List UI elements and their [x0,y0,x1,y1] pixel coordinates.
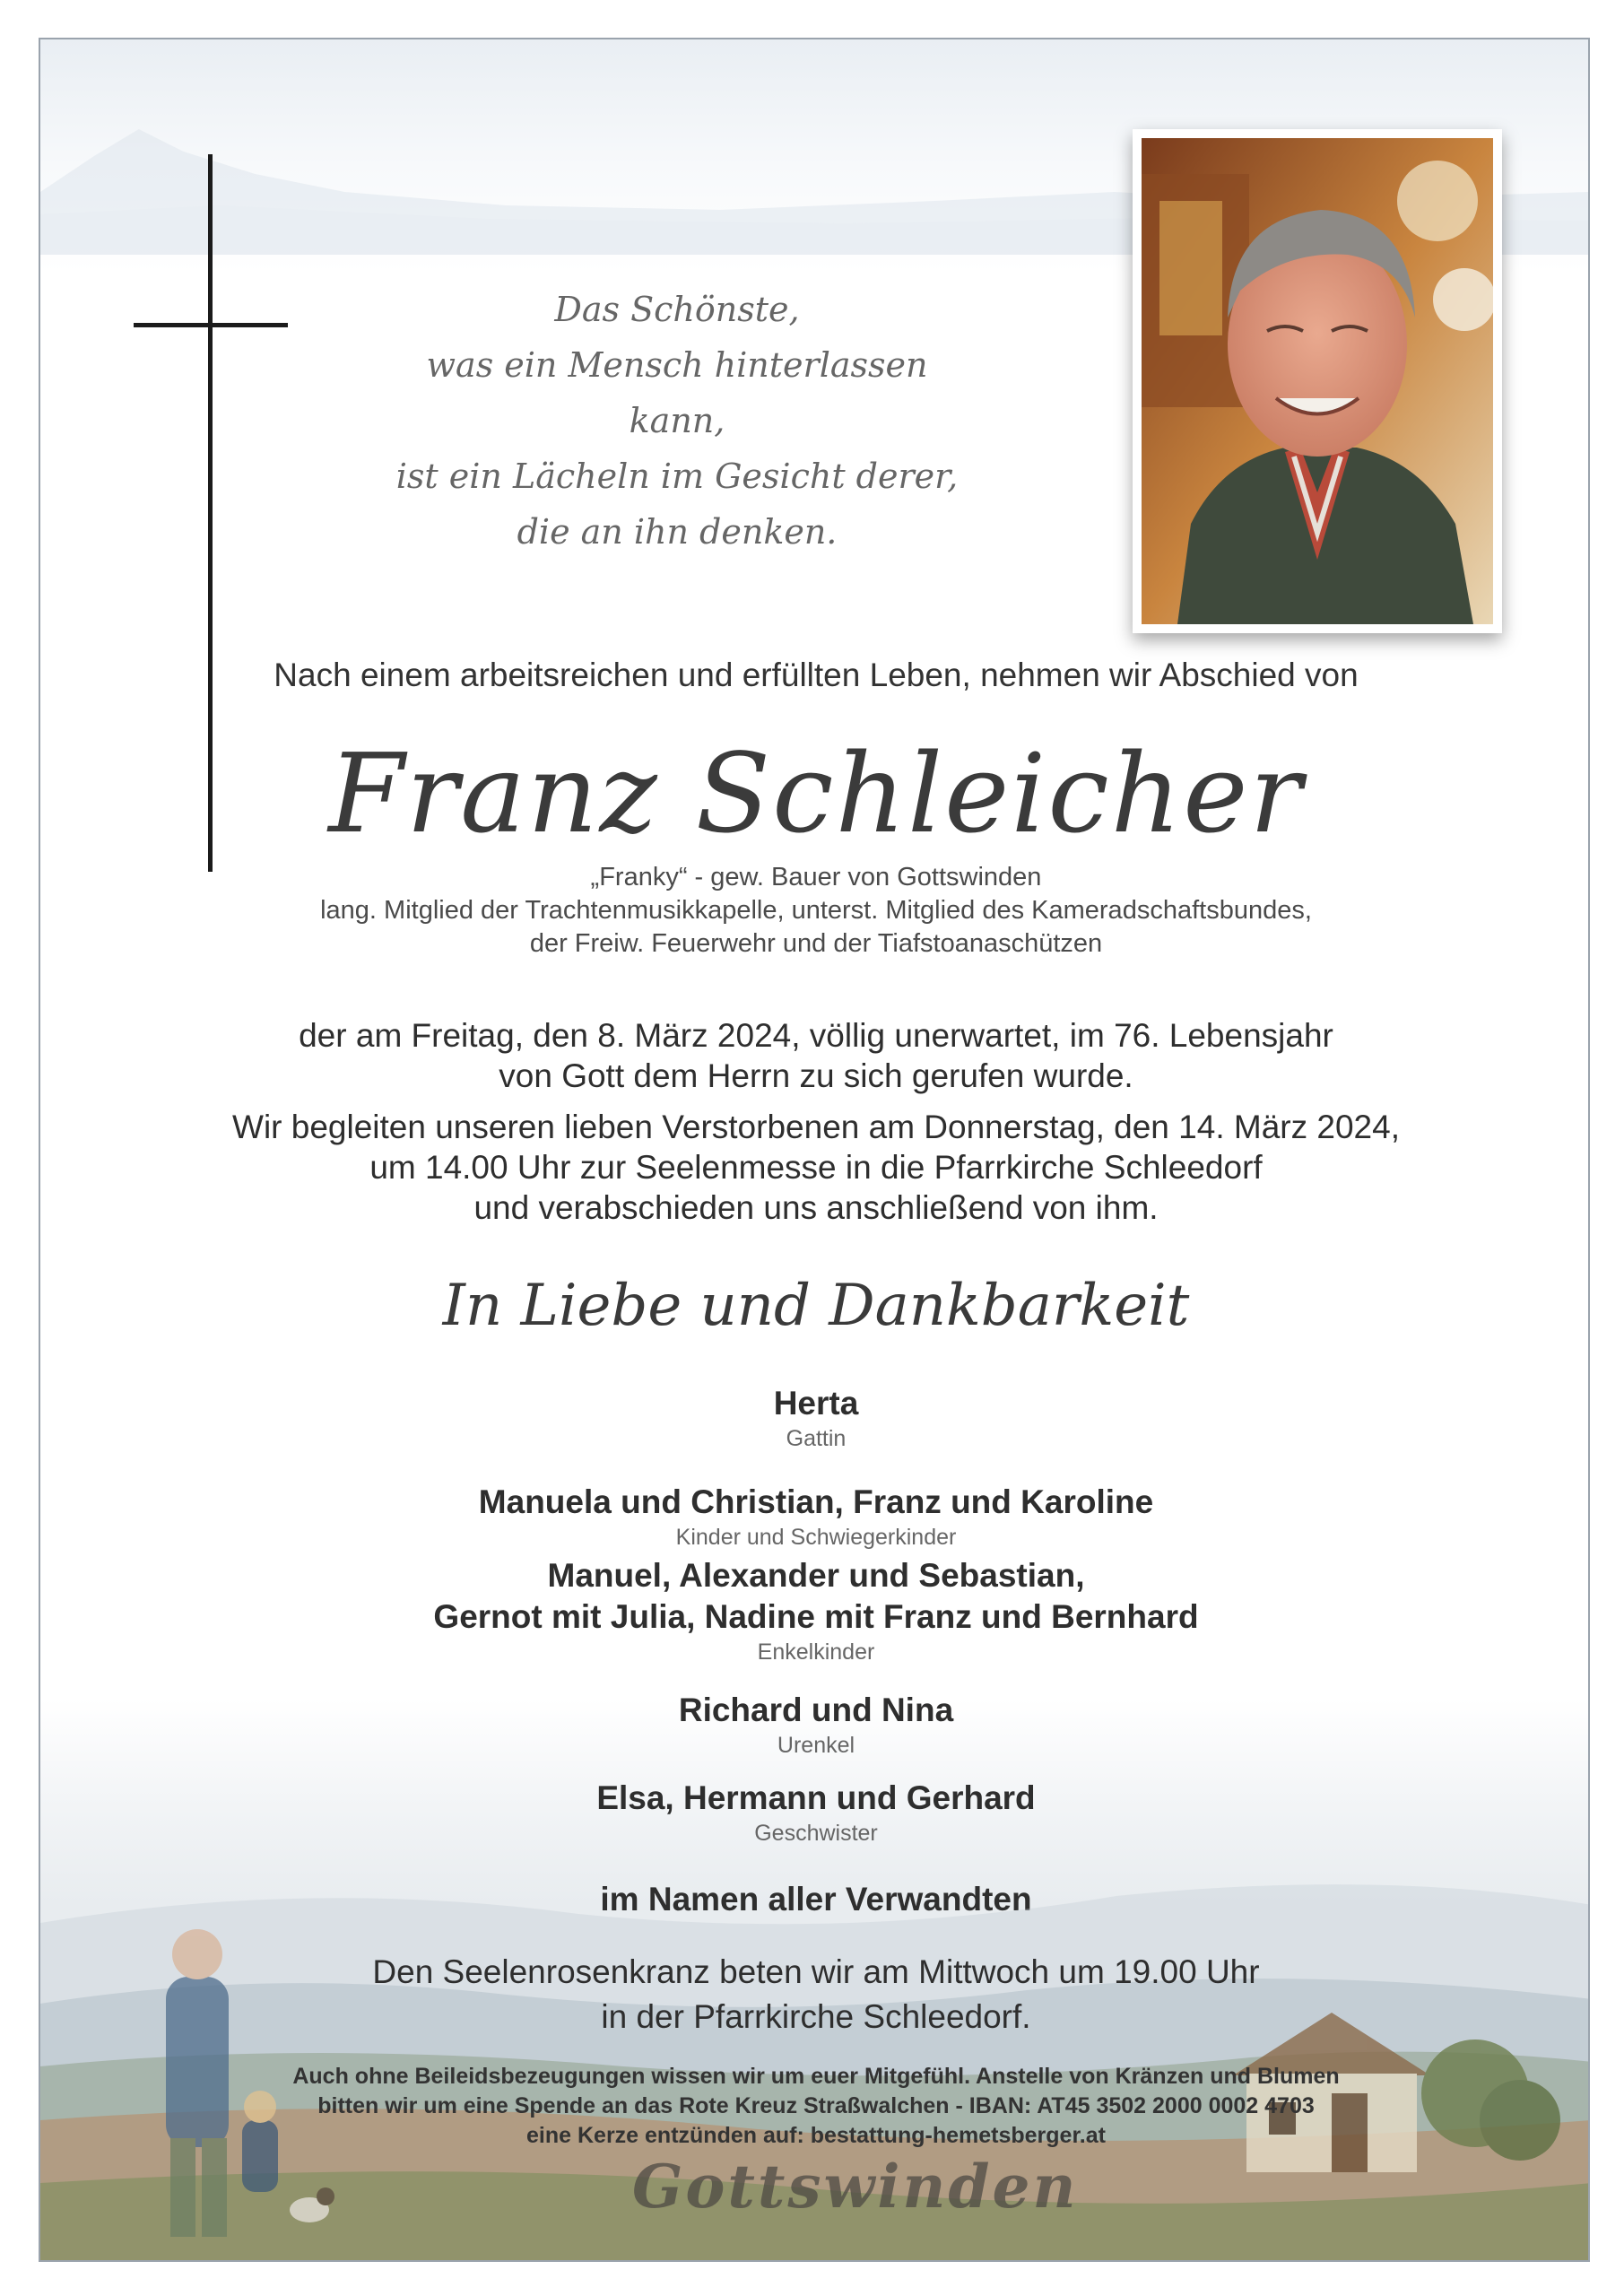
deceased-name: Franz Schleicher [328,730,1304,857]
mourner-names: Elsa, Hermann und Gerhard [596,1779,1036,1816]
mourner-names: Herta [773,1385,859,1422]
obituary-card [39,38,1590,2262]
rosary-line: in der Pfarrkirche Schleedorf. [601,1998,1031,2035]
intro-text: Nach einem arbeitsreichen und erfüllten Leben, nehmen wir Abschied von [274,657,1359,693]
detail-line: lang. Mitglied der Trachtenmusikkapelle, unterst. Mitglied des Kameradschaftsbundes, [320,896,1312,925]
funeral-notice [40,1107,1590,1228]
death-line: der am Freitag, den 8. März 2024, völlig unerwartet, im 76. Lebensjahr [299,1017,1333,1054]
donation-line: bitten wir um eine Spende an das Rote Kreuz Straßwalchen - IBAN: AT45 3502 2000 0002 4703 [317,2093,1315,2118]
rosary-notice [40,1950,1590,2039]
mourner-role: Gattin [786,1426,847,1451]
closing-heading: In Liebe und Dankbarkeit [442,1273,1190,1339]
mourner-group [40,1555,1590,1666]
mourner-role: Kinder und Schwiegerkinder [675,1525,957,1550]
detail-line: der Freiw. Feuerwehr und der Tiafstoanaschützen [529,929,1103,958]
mourner-names: Gernot mit Julia, Nadine mit Franz und Bernhard [433,1598,1199,1635]
quote-line: ist ein Lächeln im Gesicht derer, [395,457,959,496]
mourner-names: Manuela und Christian, Franz und Karoline [478,1483,1154,1520]
mourner-role: Geschwister [754,1821,878,1846]
mourner-names: Manuel, Alexander und Sebastian, [547,1557,1085,1594]
deceased-details [40,861,1590,961]
funeral-line: und verabschieden uns anschließend von ihm. [473,1189,1159,1226]
funeral-line: Wir begleiten unseren lieben Verstorbenen am Donnerstag, den 14. März 2024, [232,1109,1400,1145]
funeral-line: um 14.00 Uhr zur Seelenmesse in die Pfarrkirche Schleedorf [369,1149,1263,1186]
quote-line: was ein Mensch hinterlassen kann, [426,345,928,440]
detail-line: „Franky“ - gew. Bauer von Gottswinden [590,863,1042,891]
memorial-quote [381,282,973,560]
death-line: von Gott dem Herrn zu sich gerufen wurde. [499,1057,1133,1094]
death-notice [40,1015,1590,1096]
mourner-role: Enkelkinder [757,1639,875,1665]
mourner-group [40,1383,1590,1453]
mourner-group [40,1690,1590,1760]
donation-line: Auch ohne Beileidsbezeugungen wissen wir um euer Mitgefühl. Anstelle von Kränzen und Blumen [292,2064,1340,2089]
rosary-line: Den Seelenrosenkranz beten wir am Mittwoch um 19.00 Uhr [372,1953,1260,1990]
all-relatives: im Namen aller Verwandten [600,1881,1032,1918]
donation-line: eine Kerze entzünden auf: bestattung-hemetsberger.at [526,2123,1106,2148]
portrait-photo [1133,129,1502,633]
mourner-group [40,1482,1590,1552]
portrait-image [1142,138,1493,624]
quote-line: Das Schönste, [554,290,800,329]
village-sign: Gottswinden [632,2152,1079,2222]
donation-notice [40,2062,1590,2151]
mourner-names: Richard und Nina [678,1692,954,1728]
cross-icon-bar [134,323,288,327]
quote-line: die an ihn denken. [517,512,838,552]
mourner-role: Urenkel [777,1733,855,1758]
